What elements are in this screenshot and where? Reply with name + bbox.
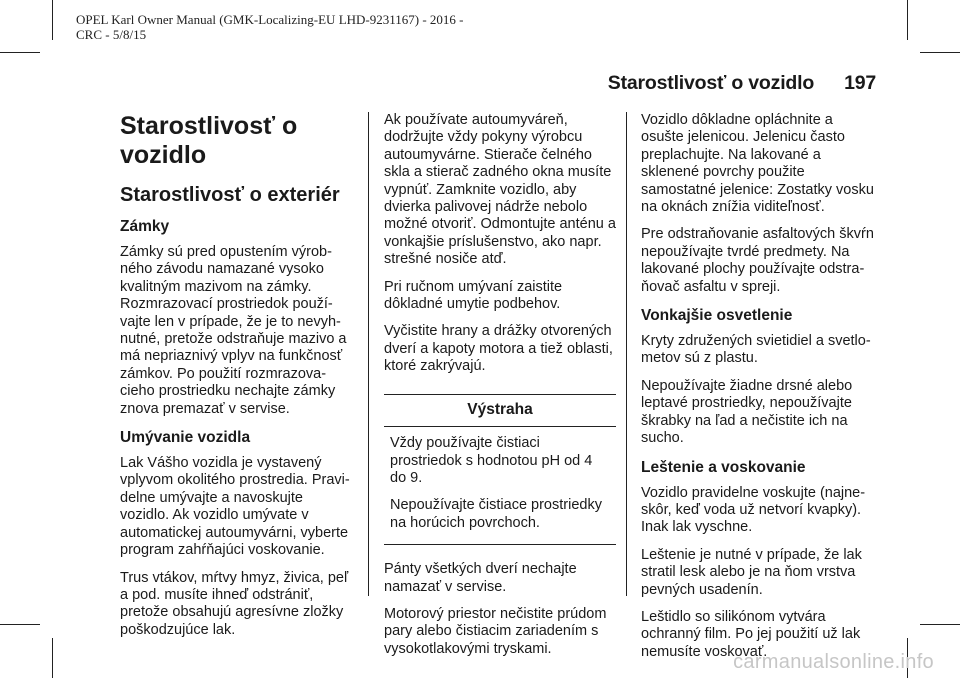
column-3: [641, 112, 879, 671]
heading-washing: Umývanie vozidla: [120, 429, 251, 447]
column-divider-1: [368, 112, 369, 596]
paragraph-polishing-3: Leštidlo so silikónom vytvára ochranný film. Po jej použití už lak nemusíte voskovať.: [641, 608, 861, 660]
crop-mark-bottom-right-horizontal: [920, 624, 960, 625]
section-title-exterior: Starostlivosť o exteriér: [120, 184, 340, 206]
warning-box: [384, 394, 616, 545]
heading-exterior-lights: Vonkajšie osvetlenie: [641, 307, 793, 325]
crop-mark-top-right-horizontal: [920, 52, 960, 53]
paragraph-engine-bay: Motorový priestor nečistite prúdom pary alebo čistiacim zariadením s vysokotlakovými tryskami.: [384, 605, 607, 657]
paragraph-washing-1: Lak Vášho vozidla je vystavený vplyvom okolitého prostredia. Pravi-delne umývajte a navoskujte vozidlo. Ak vozidlo umývate v automatickej autoumyvárni, vyberte program zahŕňajúci voskovanie.: [120, 455, 350, 559]
warning-title: Výstraha: [384, 395, 616, 427]
paragraph-lights-2: Nepoužívajte žiadne drsné alebo leptavé prostriedky, nepoužívajte škrabky na ľad a nečistite ich na sucho.: [641, 377, 853, 447]
running-head: [608, 72, 876, 95]
print-meta: [76, 12, 464, 42]
paragraph-lights-1: Kryty združených svietidiel a svetlo-metov sú z plastu.: [641, 333, 871, 367]
chapter-title: Starostlivosť o vozidlo: [120, 112, 298, 169]
crop-mark-top-left-vertical: [52, 0, 53, 40]
column-divider-2: [626, 112, 627, 596]
column-2: [384, 112, 616, 668]
heading-locks: Zámky: [120, 218, 170, 235]
print-meta-line-2: CRC - 5/8/15: [76, 27, 147, 42]
crop-mark-top-left-horizontal: [0, 52, 40, 53]
crop-mark-bottom-left-horizontal: [0, 624, 40, 625]
warning-text-2: Nepoužívajte čistiace prostriedky na horúcich povrchoch.: [390, 497, 602, 531]
paragraph-washing-2: Trus vtákov, mŕtvy hmyz, živica, peľ a pod. musíte ihneď odstrániť, pretože obsahujú agresívne zložky poškodzujúce lak.: [120, 569, 349, 638]
heading-polishing: Leštenie a voskovanie: [641, 458, 806, 476]
running-head-title: Starostlivosť o vozidlo: [607, 72, 815, 94]
paragraph-locks: Zámky sú pred opustením výrob-ného závodu namazané vysoko kvalitným mazivom na zámky. Rozmrazovací prostriedok použí-vajte len v prípade, že je to nevyh-nutné, pretože odstraňuje mazivo a má nepriaznivý vplyv na funkčnosť zámkov. Po použití rozmrazova-cieho prostriedku nechajte zámky znova premazať v servise.: [120, 244, 347, 417]
paragraph-wheel-arches: Pri ručnom umývaní zaistite dôkladné umytie podbehov.: [384, 278, 563, 313]
watermark: carmanualsonline.info: [733, 651, 934, 673]
warning-text-1: Vždy používajte čistiaci prostriedok s hodnotou pH od 4 do 9.: [390, 435, 593, 486]
print-meta-line-1: OPEL Karl Owner Manual (GMK-Localizing-EU LHD-9231167) - 2016 -: [76, 12, 464, 27]
paragraph-tar: Pre odstraňovanie asfaltových škvŕn nepoužívajte tvrdé predmety. Na lakované plochy používajte odstra-ňovač asfaltu v spreji.: [641, 226, 874, 295]
paragraph-rinse: Vozidlo dôkladne opláchnite a osušte jelenicou. Jelenicu často preplachujte. Na lakované a sklenené povrchy použite samostatné jelenice: Zostatky vosku na oknách znížia viditeľnosť.: [641, 112, 874, 216]
paragraph-car-wash: Ak používate autoumyváreň, dodržujte vždy pokyny výrobcu autoumyvárne. Stierače čelného skla a stierač zadného okna musíte vypnúť. Zamknite vozidlo, aby dvierka palivovej nádrže nebolo možné otvoriť. Odmontujte anténu a vonkajšie príslušenstvo, ako napr. strešné nosiče atď.: [384, 112, 616, 268]
column-1: [120, 112, 352, 649]
crop-mark-top-right-vertical: [907, 0, 908, 40]
crop-mark-bottom-left-vertical: [52, 638, 53, 678]
paragraph-polishing-2: Leštenie je nutné v prípade, že lak stratil lesk alebo je na ňom vrstva pevných usadenín.: [641, 546, 862, 598]
paragraph-door-edges: Vyčistite hrany a drážky otvorených dverí a kapoty motora a tiež oblasti, ktoré zakrývajú.: [384, 323, 613, 375]
page-number: 197: [844, 72, 876, 94]
paragraph-polishing-1: Vozidlo pravidelne voskujte (najne-skôr, keď voda už netvorí kvapky). Inak lak vyschne.: [641, 484, 866, 536]
warning-body: [384, 427, 616, 544]
paragraph-hinges: Pánty všetkých dverí nechajte namazať v servise.: [384, 561, 577, 595]
